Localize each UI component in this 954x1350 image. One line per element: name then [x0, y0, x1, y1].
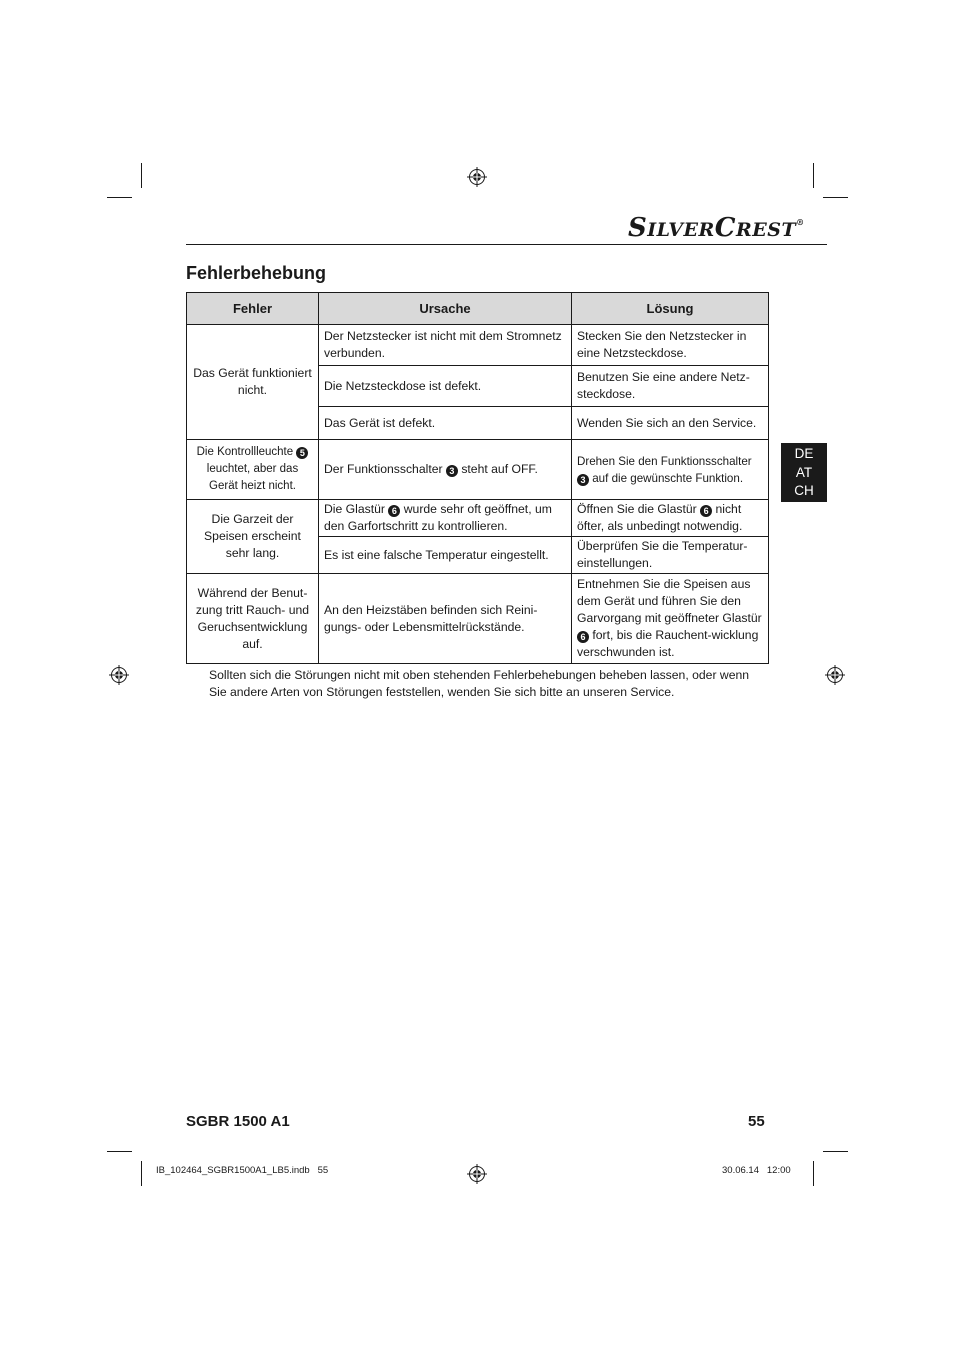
ursache-cell	[319, 500, 572, 537]
ursache-cell: Das Gerät ist defekt.	[319, 407, 572, 440]
registration-mark-icon	[825, 665, 845, 685]
registered-mark: ®	[796, 217, 805, 227]
crop-mark-icon	[813, 163, 814, 188]
brand-text: ILVER	[647, 219, 715, 241]
page-number: 55	[748, 1113, 765, 1130]
cell-text: Die Kontrollleuchte	[196, 446, 294, 458]
section-title: Fehlerbehebung	[186, 263, 327, 283]
cell-text: fort, bis die Rauchent-wicklung verschwunden ist.	[577, 628, 759, 659]
loesung-cell	[572, 574, 769, 664]
table-row	[187, 500, 769, 537]
print-slug-file: IB_102464_SGBR1500A1_LB5.indb 55	[156, 1165, 329, 1176]
brand-text: REST	[736, 219, 797, 241]
crop-mark-icon	[107, 1151, 132, 1152]
cell-text: Öffnen Sie die Glastür	[577, 502, 697, 516]
cell-text: steht auf OFF.	[461, 462, 538, 476]
registration-mark-icon	[467, 1164, 487, 1184]
loesung-cell: Stecken Sie den Netzstecker in eine Netzsteckdose.	[572, 325, 769, 366]
table-header-row	[187, 293, 769, 325]
language-code: AT	[795, 464, 813, 480]
loesung-cell: Benutzen Sie eine andere Netz-steckdose.	[572, 366, 769, 407]
crop-mark-icon	[823, 197, 848, 198]
language-tab	[781, 443, 827, 502]
cell-text: Die Glastür	[324, 502, 385, 516]
ursache-cell: Es ist eine falsche Temperatur eingestellt.	[319, 537, 572, 574]
number-6-icon: 6	[700, 505, 712, 517]
cell-text: wurde sehr oft geöffnet, um den Garfortschritt zu kontrollieren.	[324, 502, 552, 533]
brand-letter: C	[714, 213, 736, 243]
fehler-cell: Während der Benut-zung tritt Rauch- und Geruchsentwicklung auf.	[187, 574, 319, 664]
model-number: SGBR 1500 A1	[186, 1113, 290, 1130]
table-row	[187, 440, 769, 500]
cell-text: auf die gewünschte Funktion.	[592, 471, 744, 485]
loesung-cell: Überprüfen Sie die Temperatur-einstellungen.	[572, 537, 769, 574]
column-header-fehler: Fehler	[187, 293, 319, 325]
number-6-icon: 6	[388, 505, 400, 517]
number-6-icon: 6	[577, 631, 589, 643]
cell-text: leuchtet, aber das Gerät heizt nicht.	[206, 463, 299, 492]
fehler-cell: Die Garzeit der Speisen erscheint sehr lang.	[187, 500, 319, 574]
service-note: Sollten sich die Störungen nicht mit oben stehenden Fehlerbehebungen beheben lassen, oder wenn Sie andere Arten von Störungen feststellen, wenden Sie sich bitte an unseren Service.	[209, 668, 750, 699]
crop-mark-icon	[107, 197, 132, 198]
ursache-cell: An den Heizstäben befinden sich Reini-gungs- oder Lebensmittelrückstände.	[319, 574, 572, 664]
crop-mark-icon	[141, 163, 142, 188]
crop-mark-icon	[823, 1151, 848, 1152]
brand-logo	[628, 213, 805, 243]
language-code: CH	[794, 483, 814, 498]
fehler-cell: Das Gerät funktioniert nicht.	[187, 325, 319, 440]
crop-mark-icon	[813, 1161, 814, 1186]
print-slug-datetime: 30.06.14 12:00	[722, 1165, 791, 1176]
cell-text: Entnehmen Sie die Speisen aus dem Gerät und führen Sie den Garvorgang mit geöffneter Glastür	[577, 577, 762, 625]
registration-mark-icon	[467, 167, 487, 187]
ursache-cell: Der Netzstecker ist nicht mit dem Stromnetz verbunden.	[319, 325, 572, 366]
fehler-cell	[187, 440, 319, 500]
loesung-cell: Wenden Sie sich an den Service.	[572, 407, 769, 440]
registration-mark-icon	[109, 665, 129, 685]
troubleshooting-table	[186, 292, 769, 664]
cell-text: Der Funktionsschalter	[324, 462, 443, 476]
column-header-ursache: Ursache	[319, 293, 572, 325]
ursache-cell: Die Netzsteckdose ist defekt.	[319, 366, 572, 407]
table-row	[187, 574, 769, 664]
language-code: DE	[794, 446, 814, 461]
cell-text: Drehen Sie den Funktionsschalter	[577, 454, 752, 468]
number-3-icon: 3	[577, 474, 589, 486]
ursache-cell	[319, 440, 572, 500]
number-3-icon: 3	[446, 465, 458, 477]
loesung-cell	[572, 440, 769, 500]
header-rule	[186, 244, 827, 245]
cell-text: nicht öfter, als unbedingt notwendig.	[577, 502, 743, 533]
column-header-loesung: Lösung	[572, 293, 769, 325]
table-row	[187, 325, 769, 366]
brand-letter: S	[628, 213, 648, 243]
crop-mark-icon	[141, 1161, 142, 1186]
number-5-icon: 5	[296, 447, 308, 459]
loesung-cell	[572, 500, 769, 537]
